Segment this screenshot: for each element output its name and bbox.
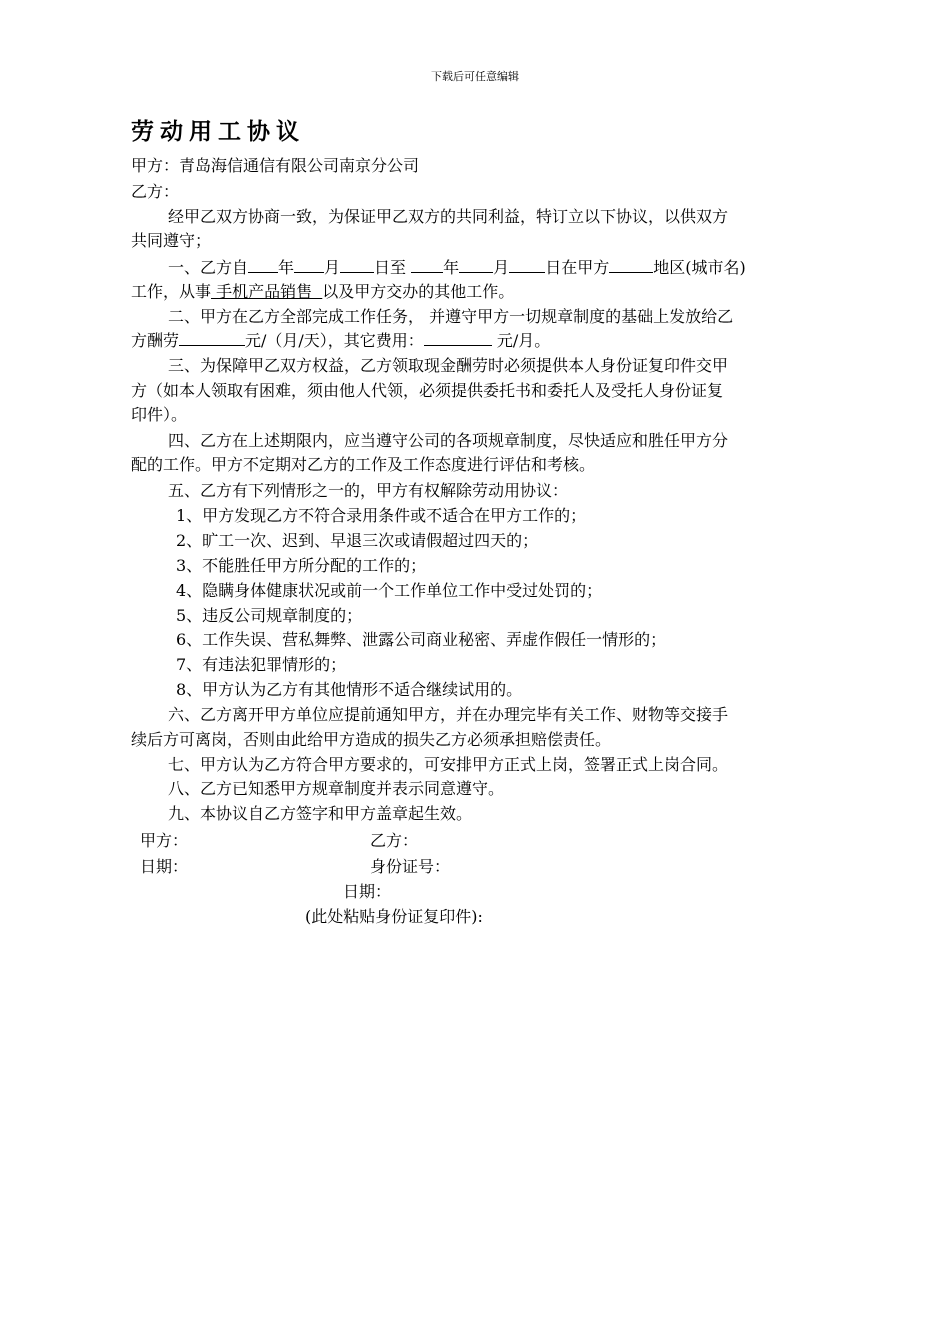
day-to-label: 日至 (374, 258, 407, 277)
clause-6-line-2: 续后方可离岗，否则由此给甲方造成的损失乙方必须承担赔偿责任。 (131, 730, 612, 749)
blank-start-year[interactable] (248, 256, 278, 273)
clause-3-line-1: 三、为保障甲乙双方权益，乙方领取现金酬劳时必须提供本人身份证复印件交甲 (168, 356, 729, 375)
blank-salary[interactable] (179, 329, 245, 346)
list-item: 8、甲方认为乙方有其他情形不适合继续试用的。 (176, 680, 523, 699)
clause-2-line-2 (131, 329, 550, 353)
blank-end-day[interactable] (509, 256, 545, 273)
intro-line-1: 经甲乙双方协商一致，为保证甲乙双方的共同利益，特订立以下协议，以供双方 (168, 207, 729, 226)
list-item: 4、隐瞒身体健康状况或前一个工作单位工作中受过处罚的； (176, 581, 603, 600)
list-item: 6、工作失误、营私舞弊、泄露公司商业秘密、弄虚作假任一情形的； (176, 630, 667, 649)
clause-7-line: 七、甲方认为乙方符合甲方要求的，可安排甲方正式上岗，签署正式上岗合同。 (168, 755, 729, 774)
clause-2-text: 元/（月/天），其它费用： (245, 331, 424, 350)
clause-1-line-2 (131, 280, 514, 304)
month-label: 月 (493, 258, 510, 277)
year-label: 年 (278, 258, 295, 277)
clause-3-line-2: 方（如本人领取有困难，须由他人代领，必须提供委托书和委托人及受托人身份证复 (131, 381, 724, 400)
blank-start-month[interactable] (294, 256, 324, 273)
clause-1-text: 地区(城市名) (653, 258, 746, 277)
month-label: 月 (324, 258, 341, 277)
party-a-line: 甲方：青岛海信通信有限公司南京分公司 (131, 156, 420, 175)
party-b-line: 乙方： (131, 182, 180, 201)
list-item: 3、不能胜任甲方所分配的工作的； (176, 556, 427, 575)
year-label: 年 (443, 258, 460, 277)
signature-party-b: 乙方： (370, 831, 419, 850)
clause-2-line-1: 二、甲方在乙方全部完成工作任务， 并遵守甲方一切规章制度的基础上发放给乙 (168, 307, 734, 326)
clause-1-text: 工作，从事 (131, 282, 212, 301)
blank-region[interactable] (609, 256, 653, 273)
clause-8-line: 八、乙方已知悉甲方规章制度并表示同意遵守。 (168, 779, 505, 798)
list-item: 1、甲方发现乙方不符合录用条件或不适合在甲方工作的； (176, 506, 587, 525)
job-field: 手机产品销售 (211, 282, 323, 301)
blank-other-fees[interactable] (424, 329, 492, 346)
list-item: 7、有违法犯罪情形的； (176, 655, 347, 674)
intro-line-2: 共同遵守； (131, 231, 212, 250)
clause-1-line-1 (168, 256, 746, 280)
clause-9-line: 九、本协议自乙方签字和甲方盖章起生效。 (168, 804, 473, 823)
party-a-date: 日期： (140, 857, 189, 876)
clause-2-text: 元/月。 (491, 331, 551, 350)
clause-6-line-1: 六、乙方离开甲方单位应提前通知甲方，并在办理完毕有关工作、财物等交接手 (168, 705, 729, 724)
clause-5-line: 五、乙方有下列情形之一的，甲方有权解除劳动用协议： (168, 481, 569, 500)
clause-4-line-2: 配的工作。甲方不定期对乙方的工作及工作态度进行评估和考核。 (131, 455, 596, 474)
clause-4-line-1: 四、乙方在上述期限内，应当遵守公司的各项规章制度，尽快适应和胜任甲方分 (168, 431, 729, 450)
list-item: 5、违反公司规章制度的； (176, 606, 363, 625)
clause-1-text: 以及甲方交办的其他工作。 (322, 282, 515, 301)
id-copy-paste-note: (此处粘贴身份证复印件): (305, 907, 483, 926)
blank-start-day[interactable] (340, 256, 374, 273)
list-item: 2、旷工一次、迟到、早退三次或请假超过四天的； (176, 531, 539, 550)
clause-1-text: 日在甲方 (545, 258, 610, 277)
clause-3-line-3: 印件）。 (131, 405, 188, 424)
blank-end-year[interactable] (411, 256, 443, 273)
clause-2-text: 方酬劳 (131, 331, 180, 350)
blank-end-month[interactable] (459, 256, 493, 273)
party-b-id-number: 身份证号： (370, 857, 451, 876)
page-header: 下载后可任意编辑 (431, 70, 519, 83)
signature-party-a: 甲方： (140, 831, 189, 850)
party-b-date: 日期： (343, 882, 392, 901)
document-title: 劳动用工协议 (131, 118, 305, 145)
clause-1-text: 一、乙方自 (168, 258, 249, 277)
